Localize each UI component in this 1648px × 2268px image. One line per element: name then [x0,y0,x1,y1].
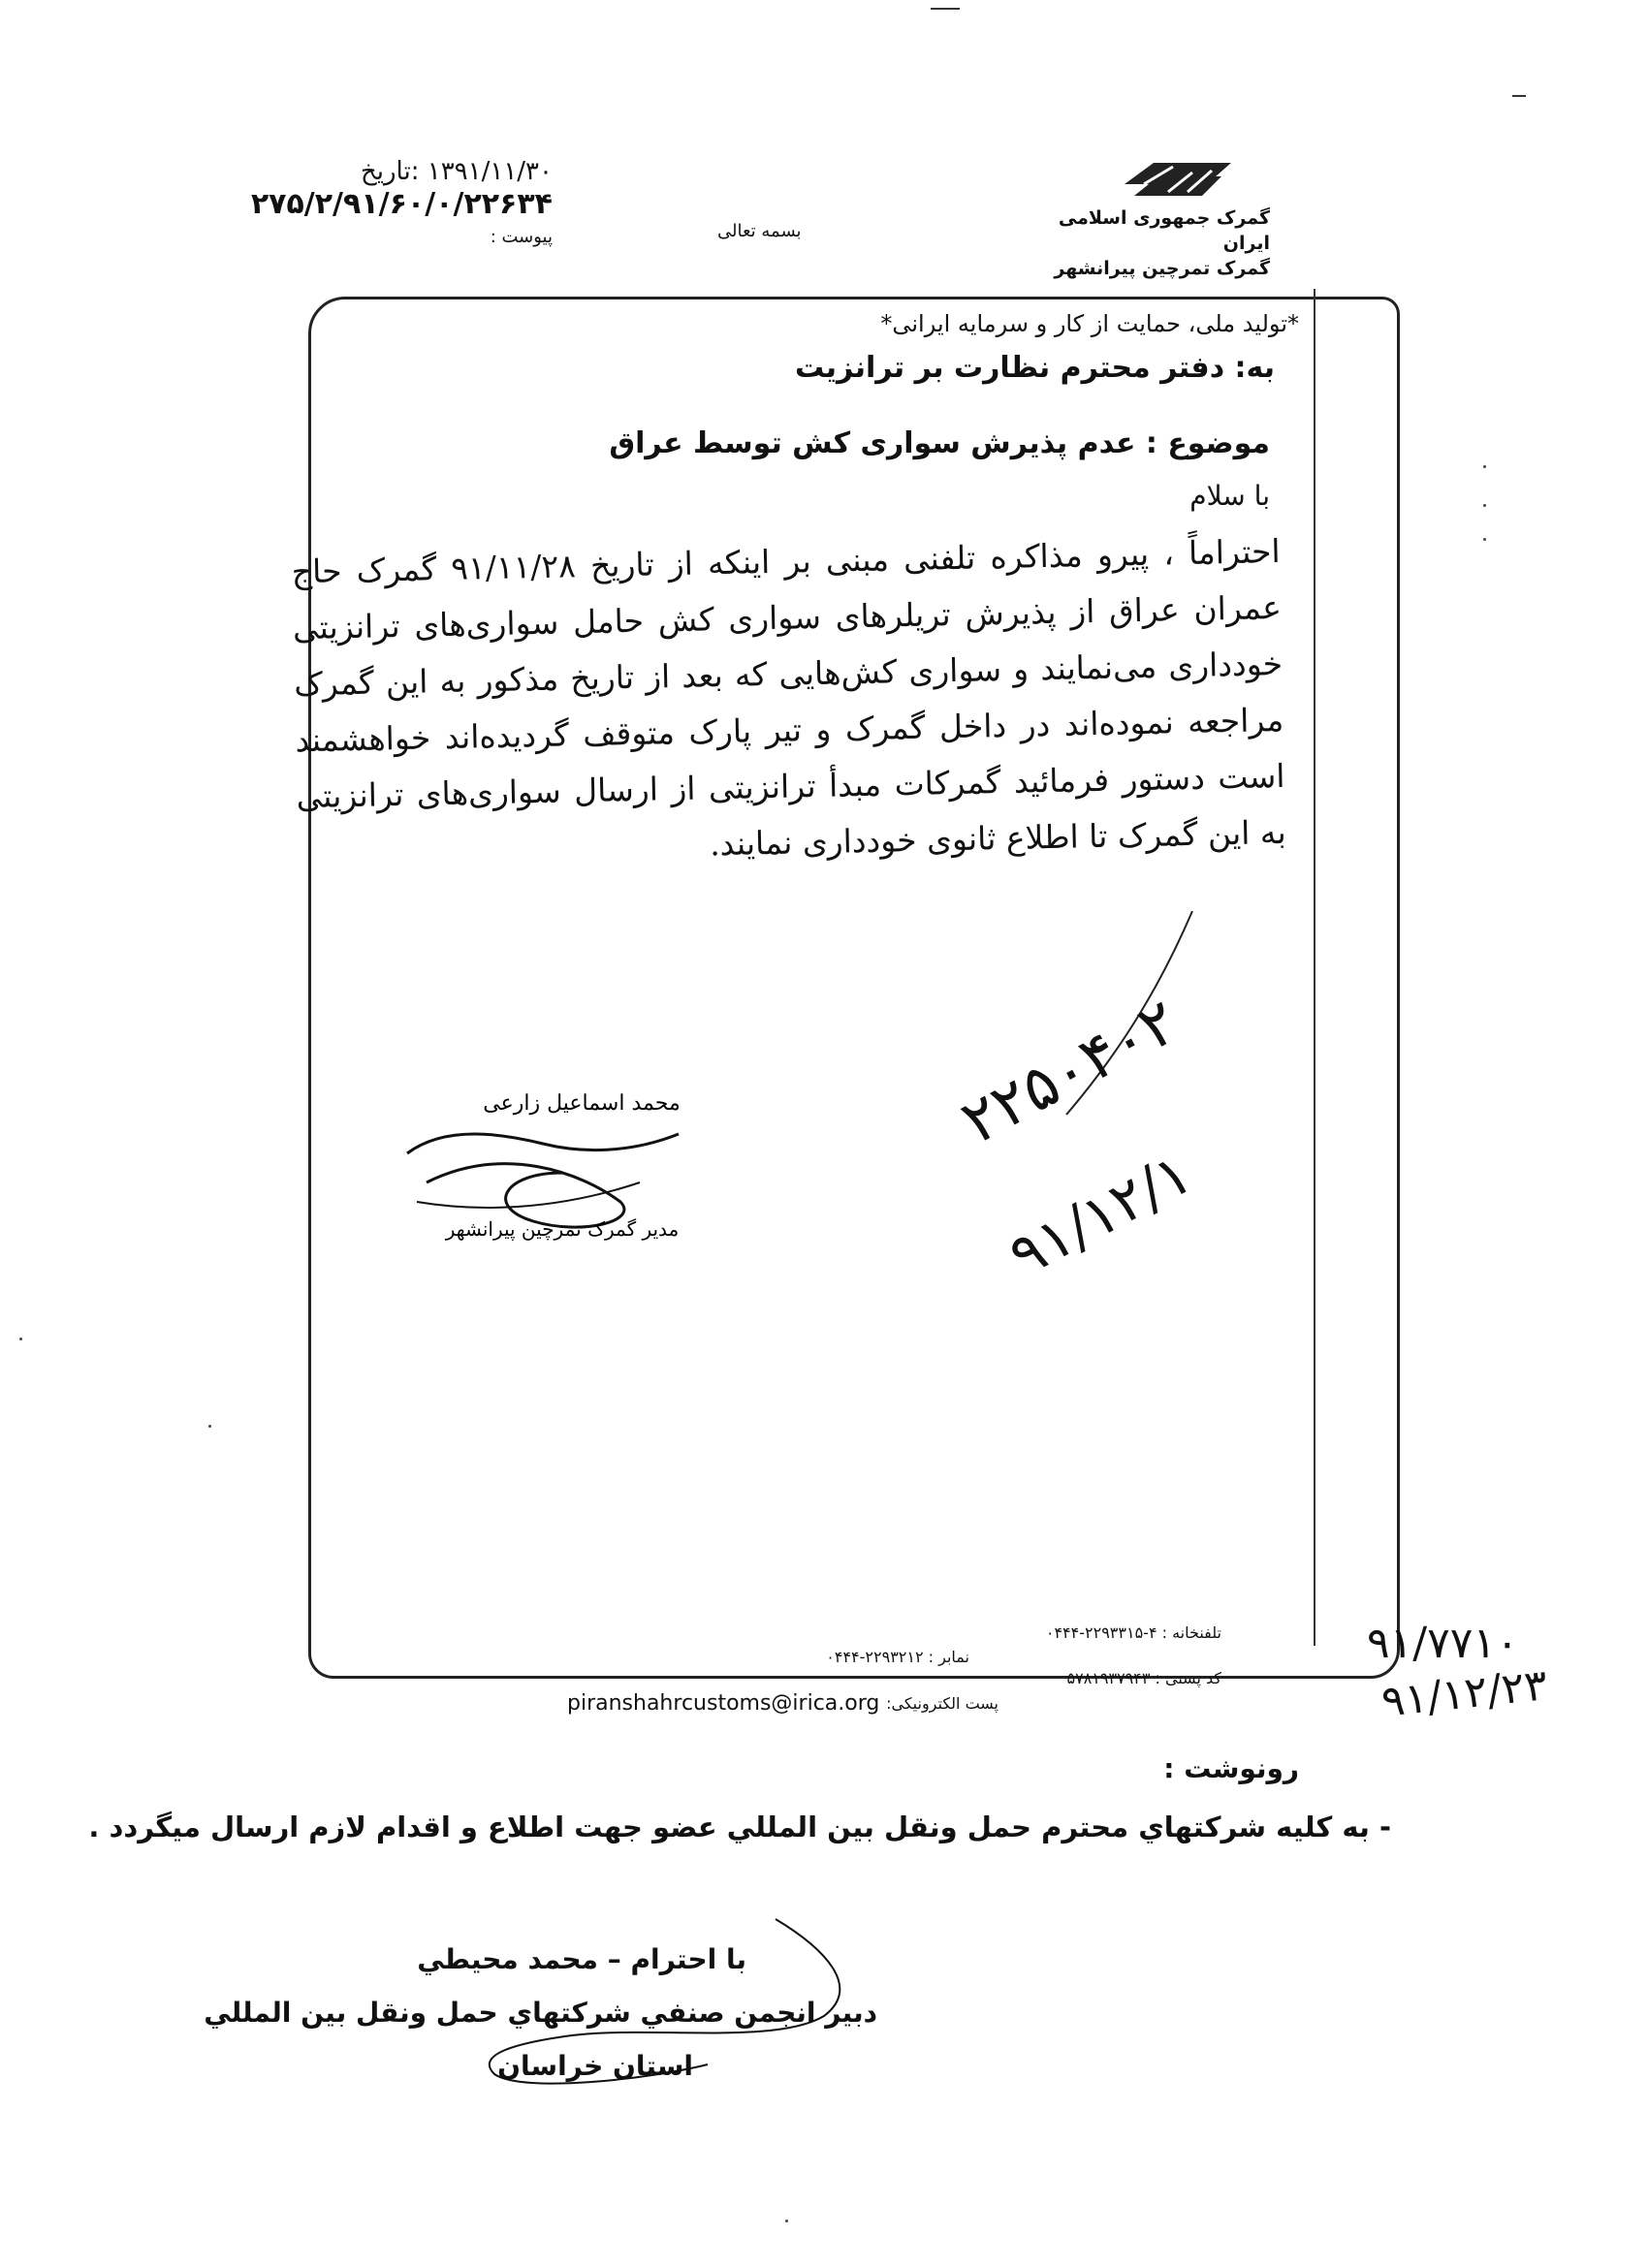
letter-date: ۱۳۹۱/۱۱/۳۰ :تاریخ [360,157,553,186]
customs-logo-icon [1115,155,1241,204]
letter-body: احتراماً ، پیرو مذاکره تلفنی مبنی بر اینکه از تاریخ ۹۱/۱۱/۲۸ گمرک حاج عمران عراق از پذیرش تریلرهای سواری کش حامل سواری‌های ترانزیتی خودداری می‌نمایند و سواری کش‌هایی که بعد از تاریخ مذکور به این گمرک مراجعه نموده‌اند در داخل گمرک و تیر پارک متوقف گردیده‌اند خواهشمند است دستور فرمائید گمرکات مبدأ ترانزیتی از ارسال سواری‌های ترانزیتی به این گمرک تا اطلاع ثانوی خودداری نمایند. [291,531,1287,864]
scan-speck [1483,465,1486,468]
greeting: با سلام [1189,480,1270,512]
secretary-position: دبير انجمن صنفي شركتهاي حمل ونقل بين المللي [204,1997,877,2029]
attachment-label: پیوست : [490,227,553,247]
scan-mark [931,8,960,10]
org-line-2: گمرک تمرچین پیرانشهر [1054,258,1270,279]
email-label: پست الکترونیکی: [886,1694,998,1713]
fax-info: نمابر : ۲۲۹۳۲۱۲-۰۴۴۴ [826,1648,969,1666]
manager-signature-icon [388,1066,708,1260]
scan-speck [1483,504,1486,507]
closing-regards: با احترام – محمد محيطي [417,1943,746,1975]
phone-info: تلفنخانه : ۴-۲۲۹۳۳۱۵-۰۴۴۴ [1045,1623,1221,1642]
registration-date: ۹۱/۱۲/۱ [998,1139,1203,1291]
scan-speck [19,1338,22,1340]
motto: *تولید ملی، حمایت از کار و سرمایه ایرانی* [880,310,1299,337]
postal-code-info: کد پستی : ۵۷۸۱۹۳۷۹۴۳ [1066,1669,1221,1687]
cc-title: رونوشت : [1163,1752,1299,1784]
incoming-number: ۹۱/۷۷۱۰ [1367,1619,1519,1668]
cc-recipients: - به كليه شركتهاي محترم حمل ونقل بين المللي عضو جهت اطلاع و اقدام لازم ارسال ميگردد . [88,1811,1391,1843]
signer-name-text: محمد اسماعیل زارعی [483,1091,681,1116]
email-address: piranshahrcustoms@irica.org [567,1691,880,1716]
recipient-line: به: دفتر محترم نظارت بر ترانزیت [795,351,1275,385]
subject-line: موضوع : عدم پذیرش سواری کش توسط عراق [609,426,1270,460]
organization-name [1008,205,1270,281]
letter-number: ۲۷۵/۲/۹۱/۶۰/۰/۲۲۶۳۴ [250,187,553,221]
scan-speck [208,1425,211,1428]
registration-number: ۲۲۵۰۴۰۲ [950,986,1190,1159]
frame-margin-line [1314,289,1315,1646]
secretary-province: استان خراسان [497,2050,693,2082]
scan-speck [785,2220,788,2222]
signer-title-text: مدیر گمرک تمرچین پیرانشهر [445,1217,680,1241]
incoming-date: ۹۱/۱۲/۲۳ [1379,1660,1550,1727]
scan-speck [1483,538,1486,541]
basmala: بسمه تعالی [717,221,802,241]
header-reference-block [242,155,553,254]
org-line-1: گمرک جمهوری اسلامی ایران [1058,207,1270,254]
scan-mark [1512,95,1526,97]
